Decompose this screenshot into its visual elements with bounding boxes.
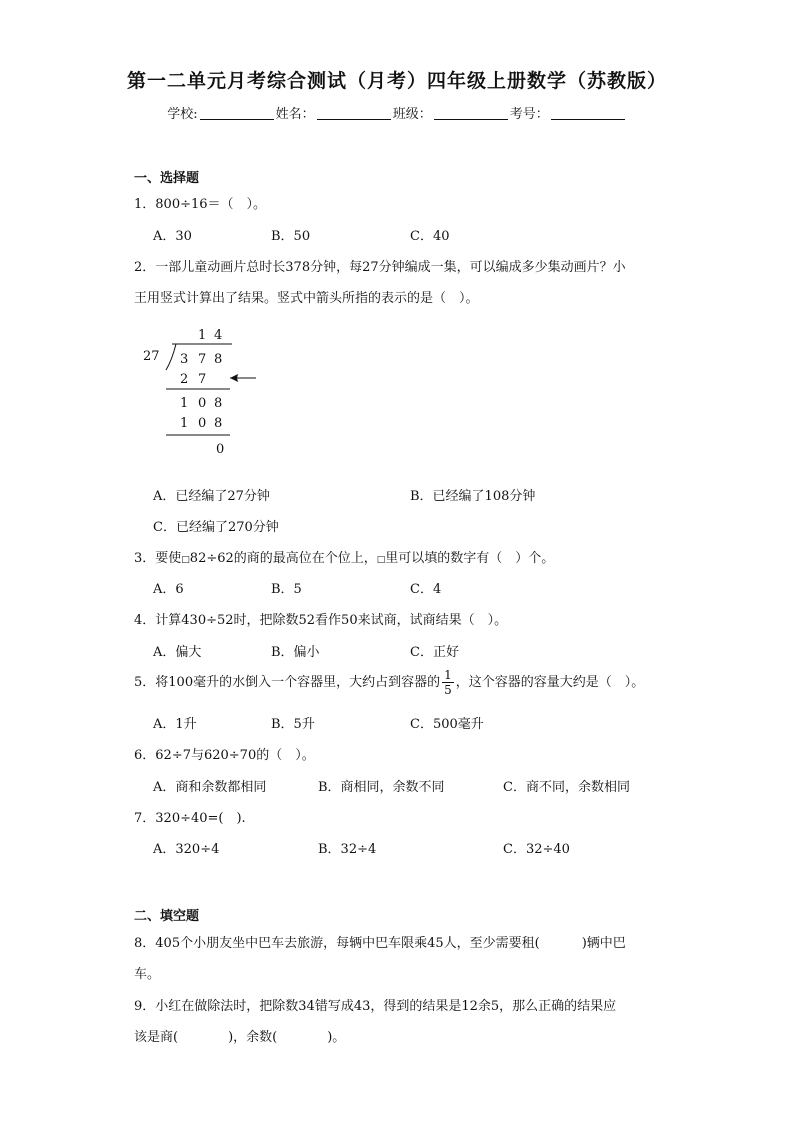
dividend-digit: 8 — [214, 352, 223, 367]
exam-no-blank[interactable] — [551, 106, 625, 120]
question-2-line-1: 2．一部儿童动画片总时长378分钟，每27分钟编成一集，可以编成多少集动画片？小 — [134, 260, 626, 275]
product-digit: 2 — [180, 372, 189, 387]
dividend-digit: 3 — [180, 352, 189, 367]
question-3 — [134, 547, 554, 566]
q2-option-b[interactable]: B．已经编了108分钟 — [410, 489, 536, 504]
q3-text: 里可以填的数字有（ ）个。 — [385, 551, 555, 566]
name-blank[interactable] — [317, 106, 391, 120]
question-2-line-2: 王用竖式计算出了结果。竖式中箭头所指的表示的是（ ）。 — [134, 291, 479, 306]
blank-box-icon: □ — [181, 555, 190, 565]
q5-text: 5．将100毫升的水倒入一个容器里，大约占到容器的 — [134, 675, 441, 690]
q8-text: 8．405个小朋友坐中巴车去旅游，每辆中巴车限乘45人，至少需要租( — [134, 936, 540, 951]
arrow-icon — [230, 374, 238, 382]
q3-text: 82÷62的商的最高位在个位上， — [189, 551, 377, 566]
remainder-digit: 1 — [180, 396, 189, 411]
fraction-denominator: 5 — [444, 683, 452, 697]
blank-box-icon: □ — [376, 555, 386, 565]
q3-text: 3．要使 — [134, 551, 182, 566]
q1-option-c[interactable]: C．40 — [410, 229, 450, 244]
product-digit: 0 — [198, 416, 207, 431]
product-digit: 1 — [180, 416, 189, 431]
question-9-line-2 — [134, 1026, 345, 1045]
fraction-numerator: 1 — [444, 668, 452, 682]
question-8-line-1 — [134, 932, 626, 951]
class-blank[interactable] — [434, 106, 508, 120]
q1-option-a[interactable]: A．30 — [153, 229, 192, 244]
q4-option-c[interactable]: C．正好 — [410, 645, 459, 660]
question-1: 1．800÷16＝（ ）。 — [134, 197, 267, 212]
school-blank[interactable] — [200, 106, 274, 120]
long-division-diagram — [138, 322, 268, 462]
product-digit: 8 — [214, 416, 223, 431]
q9-text: 该是商( — [134, 1030, 179, 1045]
class-label: 班级： — [392, 107, 432, 122]
remainder-digit: 0 — [198, 396, 207, 411]
question-6: 6．62÷7与620÷70的（ ）。 — [134, 748, 315, 763]
q4-option-b[interactable]: B．偏小 — [271, 645, 320, 660]
section-heading-fill: 二、填空题 — [134, 909, 200, 924]
product-digit: 7 — [198, 372, 207, 387]
q3-option-a[interactable]: A．6 — [153, 582, 184, 597]
quotient-digit: 1 — [198, 328, 207, 343]
q9-text: )。 — [327, 1030, 346, 1045]
section-heading-choice: 一、选择题 — [134, 171, 200, 186]
q4-option-a[interactable]: A．偏大 — [153, 645, 202, 660]
q3-option-b[interactable]: B．5 — [271, 582, 302, 597]
q6-option-b[interactable]: B．商相同，余数不同 — [318, 780, 445, 795]
q7-option-c[interactable]: C．32÷40 — [503, 842, 570, 857]
exam-no-label: 考号： — [509, 107, 549, 122]
page-title: 第一二单元月考综合测试（月考）四年级上册数学（苏教版） — [126, 70, 667, 92]
q5-option-c[interactable]: C．500毫升 — [410, 717, 484, 732]
division-bracket — [166, 344, 176, 370]
q7-option-b[interactable]: B．32÷4 — [318, 842, 377, 857]
divisor: 27 — [143, 349, 160, 364]
q2-option-a[interactable]: A．已经编了27分钟 — [153, 489, 270, 504]
q5-text: ，这个容器的容量大约是（ ）。 — [455, 675, 645, 690]
question-5 — [134, 669, 644, 696]
student-info-line — [0, 103, 794, 122]
school-label: 学校: — [167, 107, 198, 122]
q9-text: )，余数( — [228, 1030, 278, 1045]
question-4: 4．计算430÷52时，把除数52看作50来试商，试商结果（ ）。 — [134, 613, 508, 628]
quotient-digit: 4 — [214, 328, 223, 343]
q2-option-c[interactable]: C．已经编了270分钟 — [153, 520, 279, 535]
remainder-digit: 8 — [214, 396, 223, 411]
q8-text: )辆中巴 — [581, 936, 626, 951]
q6-option-c[interactable]: C．商不同，余数相同 — [503, 780, 630, 795]
final-remainder: 0 — [216, 442, 225, 457]
question-7: 7．320÷40=( ). — [134, 811, 246, 826]
question-8-line-2: 车。 — [134, 967, 161, 982]
q7-option-a[interactable]: A．320÷4 — [153, 842, 220, 857]
q5-option-b[interactable]: B．5升 — [271, 717, 315, 732]
question-9-line-1: 9．小红在做除法时，把除数34错写成43，得到的结果是12余5，那么正确的结果应 — [134, 999, 617, 1014]
q6-option-a[interactable]: A．商和余数都相同 — [153, 780, 267, 795]
fraction — [442, 669, 454, 696]
name-label: 姓名： — [275, 107, 315, 122]
q1-option-b[interactable]: B．50 — [271, 229, 311, 244]
dividend-digit: 7 — [198, 352, 207, 367]
q5-option-a[interactable]: A．1升 — [153, 717, 197, 732]
q3-option-c[interactable]: C．4 — [410, 582, 442, 597]
